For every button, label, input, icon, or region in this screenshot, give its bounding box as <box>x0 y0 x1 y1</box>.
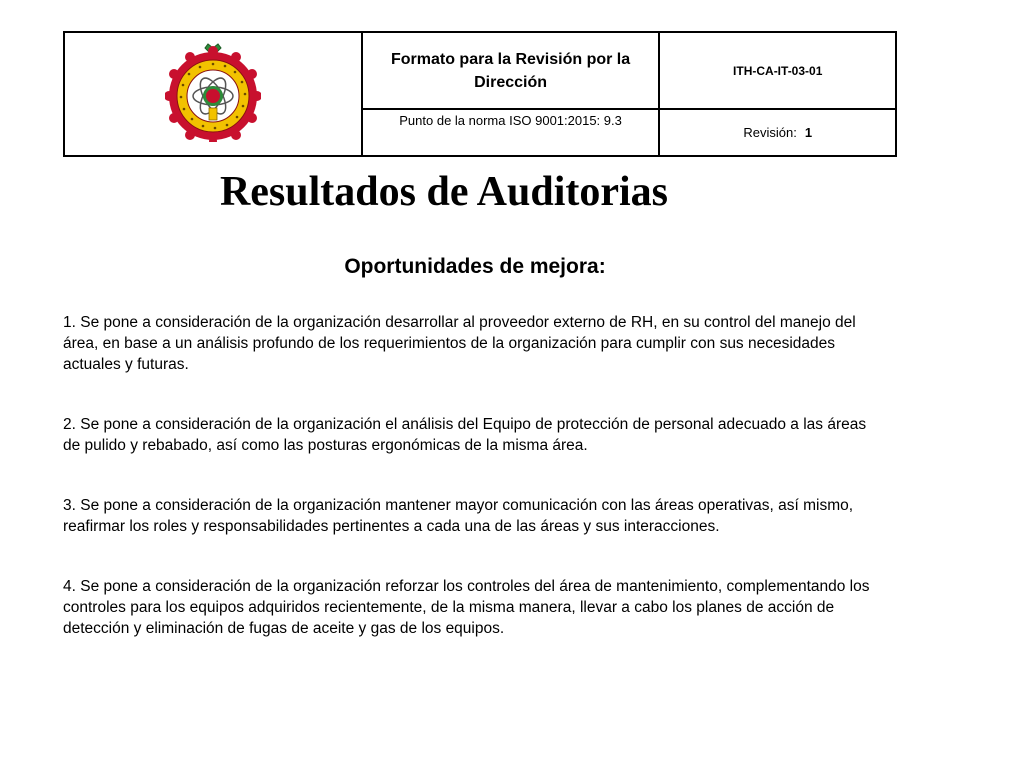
logo-cell <box>64 32 362 156</box>
revision-value: 1 <box>804 125 813 140</box>
doc-code-cell <box>659 32 896 109</box>
page-title: Resultados de Auditorias <box>219 169 669 215</box>
norm-reference: Punto de la norma ISO 9001:2015: 9.3 <box>399 113 622 128</box>
list-item: 2. Se pone a consideración de la organización el análisis del Equipo de protección de personal adecuado a las áreas de pulido y rebabado, así como las posturas ergonómicas de la misma área. <box>63 416 867 454</box>
revision-label: Revisión: <box>743 125 797 140</box>
document-code: ITH-CA-IT-03-01 <box>733 63 823 78</box>
list-item: 1. Se pone a consideración de la organización desarrollar al proveedor externo de RH, en su control del manejo del área, en base a un análisis profundo de los requerimientos de la organización para cumplir con sus necesidades actuales y futuras. <box>63 314 856 373</box>
revision-cell <box>659 109 896 156</box>
institutional-seal-icon <box>165 42 261 142</box>
document-header-table <box>63 31 897 157</box>
list-item: 3. Se pone a consideración de la organización mantener mayor comunicación con las áreas operativas, así mismo, reafirmar los roles y responsabilidades pertinentes a cada una de las áreas y sus interacciones. <box>63 497 854 535</box>
section-subtitle: Oportunidades de mejora: <box>344 255 606 278</box>
list-item: 4. Se pone a consideración de la organización reforzar los controles del área de mantenimiento, complementando los controles para los equipos adquiridos recientemente, de la misma manera, llevar a cabo los planes de acción de detección y eliminación de fugas de aceite y gas de los equipos. <box>63 578 870 637</box>
improvement-list <box>63 312 883 639</box>
norm-reference-cell <box>362 109 660 156</box>
format-title: Formato para la Revisión por la Dirección <box>390 50 631 91</box>
format-title-cell <box>362 32 660 109</box>
